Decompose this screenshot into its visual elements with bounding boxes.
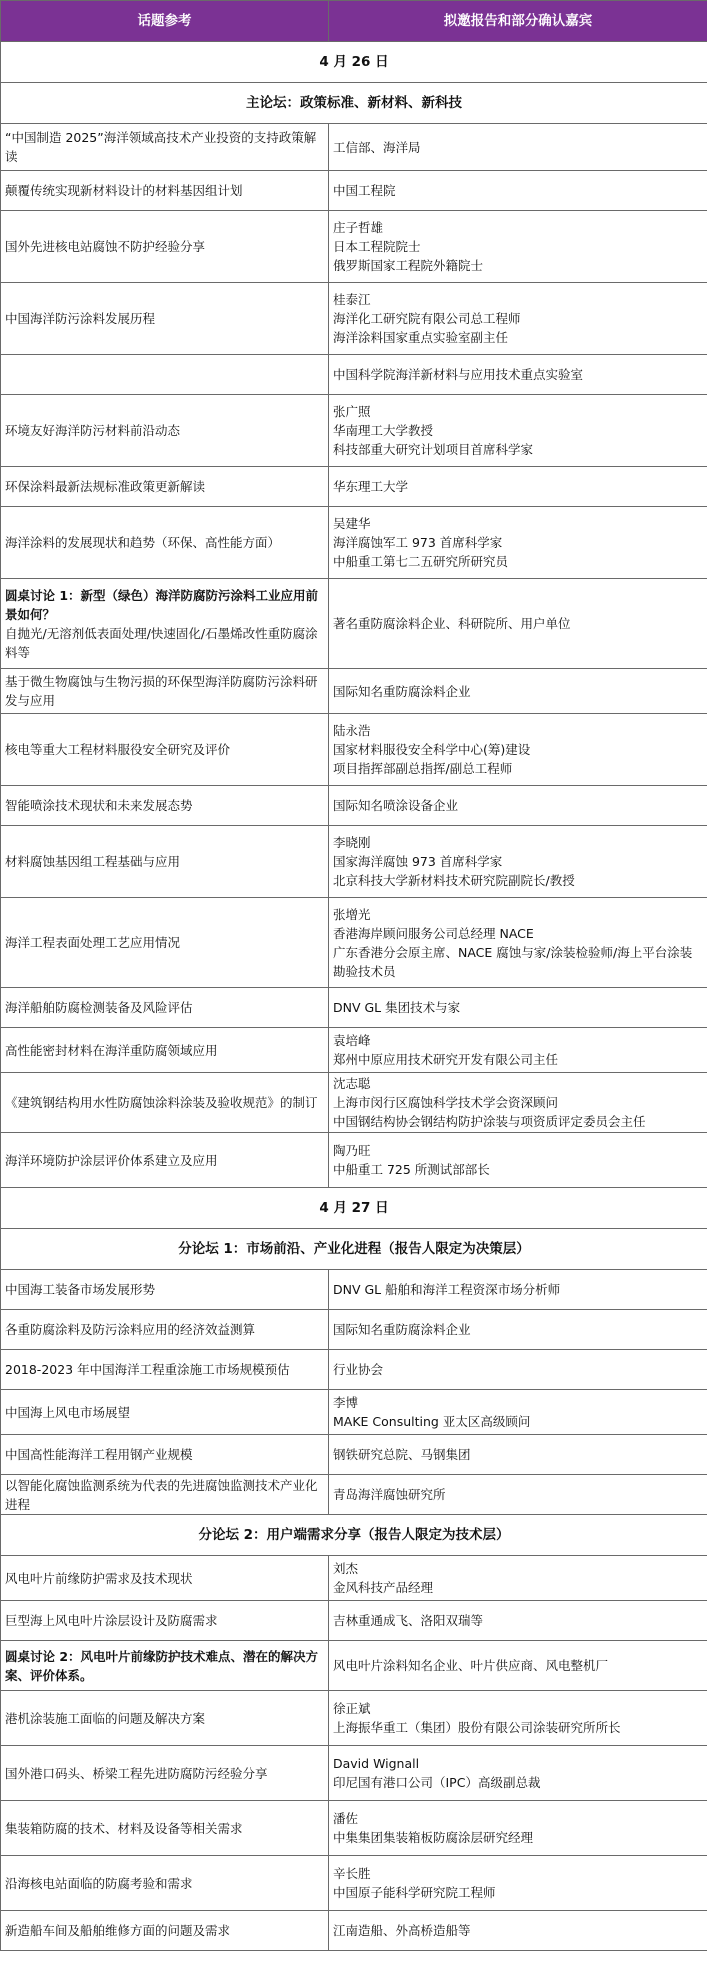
topic-text: 中国海上风电市场展望 xyxy=(5,1404,131,1420)
date-apr26-row xyxy=(1,42,707,83)
topic-cell xyxy=(1,579,329,669)
speaker-line: 日本工程院院士 xyxy=(333,239,421,254)
speaker-line: 广东香港分会原主席、NACE 腐蚀与家/涂装检验师/海上平台涂装勘验技术员 xyxy=(333,944,693,979)
speaker-cell xyxy=(329,1911,707,1951)
table-row xyxy=(1,1270,707,1310)
topic-text: 以智能化腐蚀监测系统为代表的先进腐蚀监测技术产业化进程 xyxy=(5,1477,318,1512)
topic-cell xyxy=(1,786,329,826)
speaker-line: 国际知名喷涂设备企业 xyxy=(333,798,459,813)
topic-text: 环保涂料最新法规标准政策更新解读 xyxy=(5,479,206,494)
topic-cell xyxy=(1,669,329,714)
speaker-line: 潘佐 xyxy=(333,1811,359,1826)
topic-text: 海洋涂料的发展现状和趋势（环保、高性能方面） xyxy=(5,535,281,550)
speaker-line: 国家材料服役安全科学中心(筹)建设 xyxy=(333,742,531,757)
speaker-cell xyxy=(329,1601,707,1641)
topic-cell xyxy=(1,714,329,786)
topic-text: 新造船车间及船舶维修方面的问题及需求 xyxy=(5,1923,231,1938)
table-row xyxy=(1,355,707,395)
table-row xyxy=(1,579,707,669)
table-row xyxy=(1,1911,707,1951)
speaker-line: 风电叶片涂料知名企业、叶片供应商、风电整机厂 xyxy=(333,1658,609,1673)
table-row xyxy=(1,467,707,507)
topic-text: 国外港口码头、桥梁工程先进防腐防污经验分享 xyxy=(5,1765,268,1781)
table-row xyxy=(1,1746,707,1801)
roundtable-title: 圆桌讨论 1：新型（绿色）海洋防腐防污涂料工业应用前景如何？ xyxy=(5,587,319,622)
table-row xyxy=(1,1435,707,1475)
date-apr27: 4 月 27 日 xyxy=(1,1188,707,1229)
topic-cell xyxy=(1,1475,329,1515)
speaker-cell xyxy=(329,1475,707,1515)
speaker-line: MAKE Consulting 亚太区高级顾问 xyxy=(333,1414,531,1429)
speaker-line: 刘杰 xyxy=(333,1561,359,1576)
table-row xyxy=(1,1801,707,1856)
topic-cell xyxy=(1,1601,329,1641)
speaker-cell xyxy=(329,579,707,669)
table-row xyxy=(1,1028,707,1073)
topic-cell xyxy=(1,171,329,211)
speaker-line: 桂泰江 xyxy=(333,292,371,307)
speaker-line: 袁培峰 xyxy=(333,1033,371,1048)
topic-cell xyxy=(1,988,329,1028)
topic-cell xyxy=(1,1911,329,1951)
speaker-line: 中国科学院海洋新材料与应用技术重点实验室 xyxy=(333,367,584,382)
speaker-cell xyxy=(329,1310,707,1350)
topic-cell xyxy=(1,1556,329,1601)
speaker-line: DNV GL 集团技术与家 xyxy=(333,1000,461,1015)
topic-cell xyxy=(1,467,329,507)
speaker-line: 金风科技产品经理 xyxy=(333,1580,434,1595)
header-topic: 话题参考 xyxy=(1,1,329,42)
table-header xyxy=(1,1,707,42)
table-row xyxy=(1,1350,707,1390)
sub-forum-2-title: 分论坛 2：用户端需求分享（报告人限定为技术层） xyxy=(1,1515,707,1556)
speaker-cell xyxy=(329,898,707,988)
topic-cell xyxy=(1,1801,329,1856)
table-row xyxy=(1,1310,707,1350)
topic-text: 风电叶片前缘防护需求及技术现状 xyxy=(5,1570,193,1586)
speaker-line: 中船重工第七二五研究所研究员 xyxy=(333,554,509,569)
topic-cell xyxy=(1,395,329,467)
topic-text: 基于微生物腐蚀与生物污损的环保型海洋防腐防污涂料研发与应用 xyxy=(5,674,318,708)
speaker-line: 行业协会 xyxy=(333,1362,384,1377)
speaker-cell xyxy=(329,786,707,826)
speaker-line: 中集集团集装箱板防腐涂层研究经理 xyxy=(333,1830,534,1845)
table-row xyxy=(1,1856,707,1911)
topic-text: 材料腐蚀基因组工程基础与应用 xyxy=(5,854,181,869)
speaker-cell xyxy=(329,826,707,898)
topic-cell xyxy=(1,1856,329,1911)
speaker-line: 国际知名重防腐涂料企业 xyxy=(333,683,471,699)
table-row xyxy=(1,1390,707,1435)
topic-text: 2018-2023 年中国海洋工程重涂施工市场规模预估 xyxy=(5,1362,290,1377)
sub-forum-1-title: 分论坛 1：市场前沿、产业化进程（报告人限定为决策层） xyxy=(1,1229,707,1270)
sub-forum-2-title-row xyxy=(1,1515,707,1556)
table-row xyxy=(1,786,707,826)
speaker-line: 吉林重通成飞、洛阳双瑞等 xyxy=(333,1613,484,1628)
speaker-cell xyxy=(329,669,707,714)
sub-forum-1-title-row xyxy=(1,1229,707,1270)
topic-text: 港机涂装施工面临的问题及解决方案 xyxy=(5,1710,206,1726)
topic-cell xyxy=(1,1390,329,1435)
speaker-line: 北京科技大学新材料技术研究院副院长/教授 xyxy=(333,873,575,888)
speaker-line: 中国原子能科学研究院工程师 xyxy=(333,1885,496,1900)
table-row xyxy=(1,1691,707,1746)
speaker-cell xyxy=(329,714,707,786)
topic-text: 核电等重大工程材料服役安全研究及评价 xyxy=(5,742,231,757)
table-row xyxy=(1,1475,707,1515)
table-row xyxy=(1,124,707,171)
topic-cell xyxy=(1,1691,329,1746)
speaker-cell xyxy=(329,1270,707,1310)
speaker-line: 香港海岸顾问服务公司总经理 NACE xyxy=(333,925,534,941)
table-row xyxy=(1,988,707,1028)
speaker-line: 著名重防腐涂料企业、科研院所、用户单位 xyxy=(333,616,571,631)
speaker-line: 吴建华 xyxy=(333,516,371,531)
speaker-line: 沈志聪 xyxy=(333,1076,371,1091)
topic-cell xyxy=(1,1073,329,1133)
topic-text: 颠覆传统实现新材料设计的材料基因组计划 xyxy=(5,183,243,198)
topic-cell xyxy=(1,1641,329,1691)
topic-cell xyxy=(1,1435,329,1475)
speaker-line: 江南造船、外高桥造船等 xyxy=(333,1923,471,1938)
speaker-cell xyxy=(329,171,707,211)
speaker-line: 海洋腐蚀军工 973 首席科学家 xyxy=(333,535,503,550)
speaker-line: 庄子哲雄 xyxy=(333,220,384,235)
topic-text: 各重防腐涂料及防污涂料应用的经济效益测算 xyxy=(5,1322,256,1337)
topic-cell xyxy=(1,1310,329,1350)
speaker-line: 国家海洋腐蚀 973 首席科学家 xyxy=(333,854,503,869)
speaker-line: 上海振华重工（集团）股份有限公司涂装研究所所长 xyxy=(333,1720,621,1735)
speaker-cell xyxy=(329,1641,707,1691)
topic-cell xyxy=(1,1350,329,1390)
topic-text: 自抛光/无溶剂低表面处理/快速固化/石墨烯改性重防腐涂料等 xyxy=(5,625,318,660)
speaker-line: 俄罗斯国家工程院外籍院士 xyxy=(333,258,484,273)
topic-text: 中国海洋防污涂料发展历程 xyxy=(5,311,156,326)
table-row xyxy=(1,1133,707,1188)
main-forum-title: 主论坛：政策标准、新材料、新科技 xyxy=(1,83,707,124)
speaker-line: David Wignall xyxy=(333,1756,420,1771)
table-row xyxy=(1,1073,707,1133)
speaker-cell xyxy=(329,988,707,1028)
table-row xyxy=(1,1641,707,1691)
speaker-cell xyxy=(329,1133,707,1188)
table-row xyxy=(1,211,707,283)
table-row xyxy=(1,1601,707,1641)
roundtable-title: 圆桌讨论 2：风电叶片前缘防护技术难点、潜在的解决方案、评价体系。 xyxy=(5,1648,319,1683)
table-row xyxy=(1,898,707,988)
speaker-line: DNV GL 船舶和海洋工程资深市场分析师 xyxy=(333,1282,561,1297)
topic-text: 中国海工装备市场发展形势 xyxy=(5,1282,156,1297)
speaker-cell xyxy=(329,1350,707,1390)
speaker-cell xyxy=(329,395,707,467)
speaker-line: 华南理工大学教授 xyxy=(333,423,434,438)
speaker-cell xyxy=(329,1856,707,1911)
table-row xyxy=(1,171,707,211)
date-apr26: 4 月 26 日 xyxy=(1,42,707,83)
speaker-line: 科技部重大研究计划项目首席科学家 xyxy=(333,442,534,457)
speaker-line: 郑州中原应用技术研究开发有限公司主任 xyxy=(333,1052,559,1067)
speaker-line: 中国工程院 xyxy=(333,183,396,198)
speaker-line: 辛长胜 xyxy=(333,1866,371,1881)
speaker-line: 工信部、海洋局 xyxy=(333,139,421,155)
speaker-line: 中船重工 725 所测试部部长 xyxy=(333,1162,490,1177)
speaker-cell xyxy=(329,1746,707,1801)
table-row xyxy=(1,1556,707,1601)
topic-text: 巨型海上风电叶片涂层设计及防腐需求 xyxy=(5,1613,218,1628)
speaker-line: 陆永浩 xyxy=(333,723,371,738)
main-forum-title-row xyxy=(1,83,707,124)
topic-text: 海洋船舶防腐检测装备及风险评估 xyxy=(5,1000,193,1015)
header-speaker: 拟邀报告和部分确认嘉宾 xyxy=(329,1,707,42)
topic-text: 集装箱防腐的技术、材料及设备等相关需求 xyxy=(5,1820,243,1836)
topic-text: 《建筑钢结构用水性防腐蚀涂料涂装及验收规范》的制订 xyxy=(5,1095,318,1110)
speaker-line: 项目指挥部副总指挥/副总工程师 xyxy=(333,761,513,776)
speaker-line: 国际知名重防腐涂料企业 xyxy=(333,1322,471,1337)
topic-cell xyxy=(1,1270,329,1310)
speaker-line: 陶乃旺 xyxy=(333,1143,371,1158)
topic-text: 海洋工程表面处理工艺应用情况 xyxy=(5,935,181,950)
table-row xyxy=(1,507,707,579)
topic-cell xyxy=(1,355,329,395)
speaker-cell xyxy=(329,283,707,355)
speaker-cell xyxy=(329,1435,707,1475)
table-row xyxy=(1,826,707,898)
speaker-line: 印尼国有港口公司（IPC）高级副总裁 xyxy=(333,1775,541,1790)
topic-text: 高性能密封材料在海洋重防腐领域应用 xyxy=(5,1042,218,1058)
speaker-cell xyxy=(329,1801,707,1856)
topic-cell xyxy=(1,283,329,355)
topic-cell xyxy=(1,211,329,283)
topic-cell xyxy=(1,124,329,171)
speaker-line: 海洋涂料国家重点实验室副主任 xyxy=(333,330,509,345)
speaker-line: 徐正斌 xyxy=(333,1701,371,1716)
speaker-line: 青岛海洋腐蚀研究所 xyxy=(333,1487,446,1502)
speaker-line: 张增光 xyxy=(333,906,371,922)
table-row xyxy=(1,669,707,714)
speaker-line: 钢铁研究总院、马钢集团 xyxy=(333,1447,471,1462)
topic-text: 沿海核电站面临的防腐考验和需求 xyxy=(5,1875,193,1891)
speaker-line: 李晓刚 xyxy=(333,835,371,850)
topic-text: 环境友好海洋防污材料前沿动态 xyxy=(5,423,181,438)
speaker-line: 海洋化工研究院有限公司总工程师 xyxy=(333,311,521,326)
topic-cell xyxy=(1,898,329,988)
topic-cell xyxy=(1,826,329,898)
speaker-line: 李博 xyxy=(333,1395,359,1410)
speaker-cell xyxy=(329,467,707,507)
speaker-line: 中国钢结构协会钢结构防护涂装与项资质评定委员会主任 xyxy=(333,1114,646,1129)
table-row xyxy=(1,283,707,355)
speaker-cell xyxy=(329,1073,707,1133)
topic-text: “中国制造 2025”海洋领域高技术产业投资的支持政策解读 xyxy=(5,130,317,164)
speaker-cell xyxy=(329,355,707,395)
speaker-cell xyxy=(329,1390,707,1435)
speaker-cell xyxy=(329,124,707,171)
table-row xyxy=(1,714,707,786)
table-body xyxy=(1,42,707,1951)
topic-text: 智能喷涂技术现状和未来发展态势 xyxy=(5,798,193,813)
speaker-line: 上海市闵行区腐蚀科学技术学会资深顾问 xyxy=(333,1095,559,1110)
speaker-line: 华东理工大学 xyxy=(333,479,409,494)
topic-cell xyxy=(1,507,329,579)
speaker-cell xyxy=(329,211,707,283)
topic-text: 国外先进核电站腐蚀不防护经验分享 xyxy=(5,239,206,254)
date-apr27-row xyxy=(1,1188,707,1229)
topic-text: 中国高性能海洋工程用钢产业规模 xyxy=(5,1447,193,1462)
speaker-cell xyxy=(329,1028,707,1073)
speaker-line: 张广照 xyxy=(333,404,371,419)
speaker-cell xyxy=(329,507,707,579)
topic-cell xyxy=(1,1746,329,1801)
topic-text: 海洋环境防护涂层评价体系建立及应用 xyxy=(5,1152,218,1168)
speaker-cell xyxy=(329,1691,707,1746)
table-row xyxy=(1,395,707,467)
topic-cell xyxy=(1,1028,329,1073)
speaker-cell xyxy=(329,1556,707,1601)
topic-cell xyxy=(1,1133,329,1188)
